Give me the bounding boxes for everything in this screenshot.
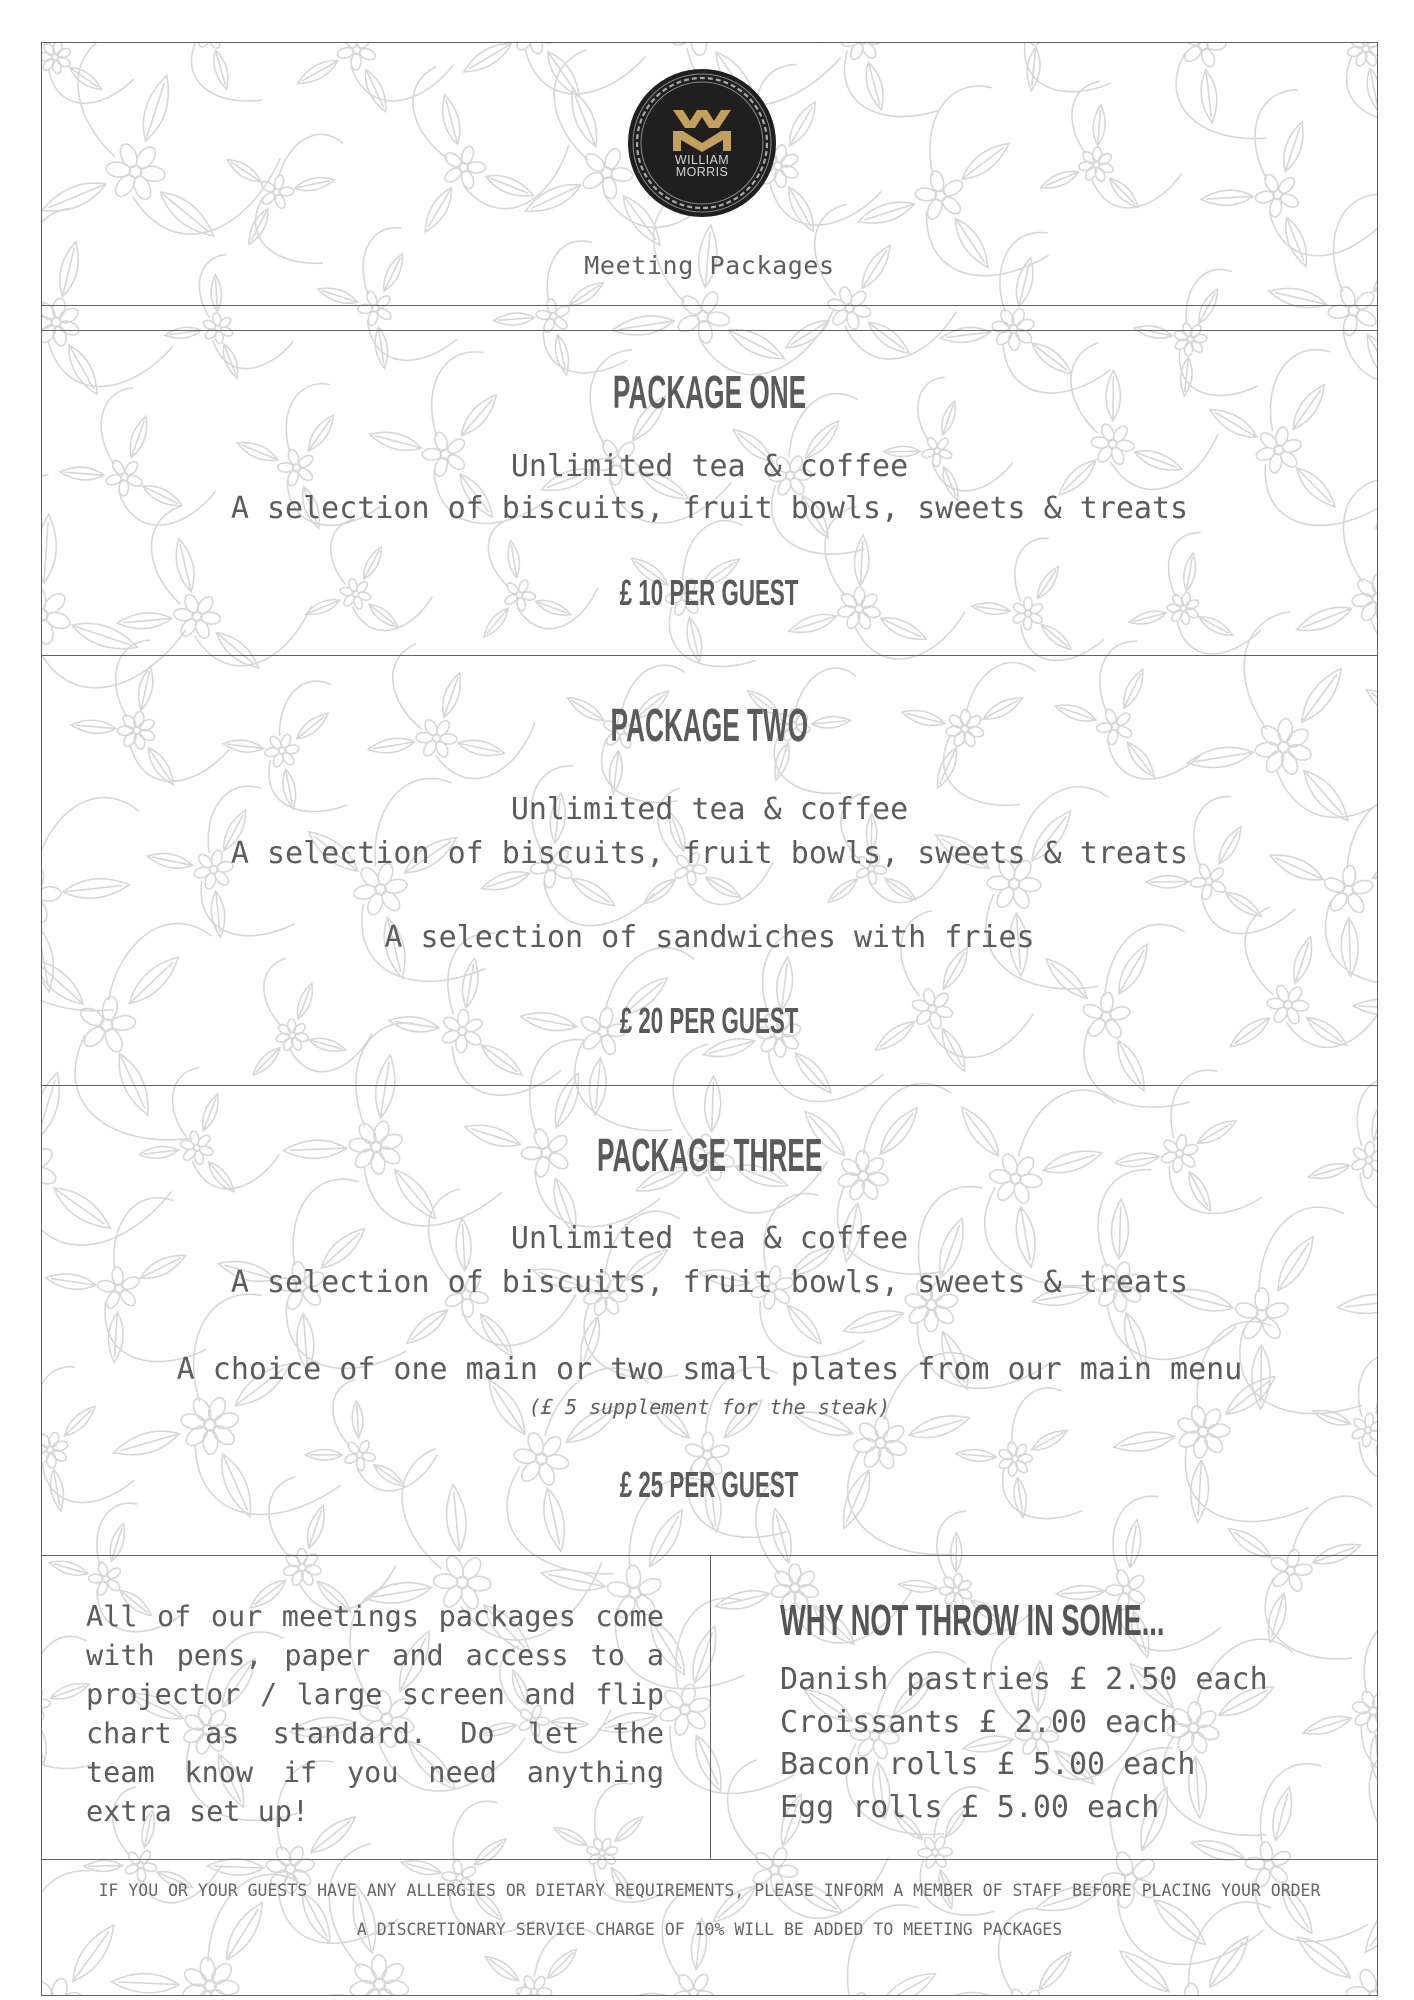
section-divider bbox=[41, 1085, 1378, 1086]
allergy-notice: IF YOU OR YOUR GUESTS HAVE ANY ALLERGIES OR DIETARY REQUIREMENTS, PLEASE INFORM A MEMBER OF STAFF BEFORE PLACING YOUR ORDER bbox=[98, 1881, 1321, 1900]
package-price-text: £ 25 PER GUEST bbox=[620, 1464, 799, 1505]
note-line: extra set up! bbox=[86, 1795, 310, 1828]
package-title-text: PACKAGE THREE bbox=[596, 1129, 823, 1181]
package-price bbox=[41, 573, 1378, 613]
extra-item: Bacon rolls £ 5.00 each bbox=[780, 1747, 1196, 1782]
package-item: A selection of biscuits, fruit bowls, sweets & treats bbox=[230, 491, 1189, 526]
supplement-note: (£ 5 supplement for the steak) bbox=[528, 1395, 891, 1419]
package-title-text: PACKAGE TWO bbox=[610, 699, 809, 751]
service-charge-notice: A DISCRETIONARY SERVICE CHARGE OF 10% WILL BE ADDED TO MEETING PACKAGES bbox=[356, 1920, 1063, 1939]
extra-item: Croissants £ 2.00 each bbox=[780, 1705, 1178, 1740]
logo-text-line1: WILLIAM bbox=[674, 153, 730, 167]
section-divider bbox=[41, 655, 1378, 656]
william-morris-logo bbox=[627, 68, 777, 218]
package-price bbox=[41, 1001, 1378, 1041]
extra-item: Danish pastries £ 2.50 each bbox=[780, 1662, 1268, 1697]
extras-heading-text: WHY NOT THROW IN SOME... bbox=[780, 1596, 1165, 1645]
note-line: chart as standard. Do let the bbox=[86, 1717, 664, 1750]
package-title-text: PACKAGE ONE bbox=[612, 366, 807, 418]
note-line: team know if you need anything bbox=[86, 1756, 664, 1789]
package-extra-item: A choice of one main or two small plates from our main menu bbox=[176, 1352, 1243, 1387]
note-line: with pens, paper and access to a bbox=[86, 1639, 664, 1672]
package-item: Unlimited tea & coffee bbox=[510, 449, 909, 484]
package-price bbox=[41, 1465, 1378, 1505]
footer-divider bbox=[41, 1859, 1378, 1860]
extra-item: Egg rolls £ 5.00 each bbox=[780, 1790, 1160, 1825]
package-item: Unlimited tea & coffee bbox=[510, 792, 909, 827]
extras-heading bbox=[780, 1597, 1400, 1645]
package-price-text: £ 20 PER GUEST bbox=[620, 1000, 799, 1041]
package-item: A selection of biscuits, fruit bowls, sweets & treats bbox=[230, 1265, 1189, 1300]
note-line: projector / large screen and flip bbox=[86, 1678, 664, 1711]
note-line: All of our meetings packages come bbox=[86, 1600, 664, 1633]
menu-title: Meeting Packages bbox=[584, 251, 835, 280]
package-item: A selection of biscuits, fruit bowls, sweets & treats bbox=[230, 836, 1189, 871]
logo-text-line2: MORRIS bbox=[675, 165, 729, 179]
package-price-text: £ 10 PER GUEST bbox=[620, 572, 799, 613]
header-divider-top bbox=[41, 305, 1378, 306]
package-item: Unlimited tea & coffee bbox=[510, 1221, 909, 1256]
package-extra-item: A selection of sandwiches with fries bbox=[384, 920, 1035, 955]
header-divider-bottom bbox=[41, 330, 1378, 331]
column-divider bbox=[710, 1555, 711, 1859]
package-title bbox=[41, 700, 1378, 750]
package-title bbox=[41, 1130, 1378, 1180]
package-title bbox=[41, 367, 1378, 417]
